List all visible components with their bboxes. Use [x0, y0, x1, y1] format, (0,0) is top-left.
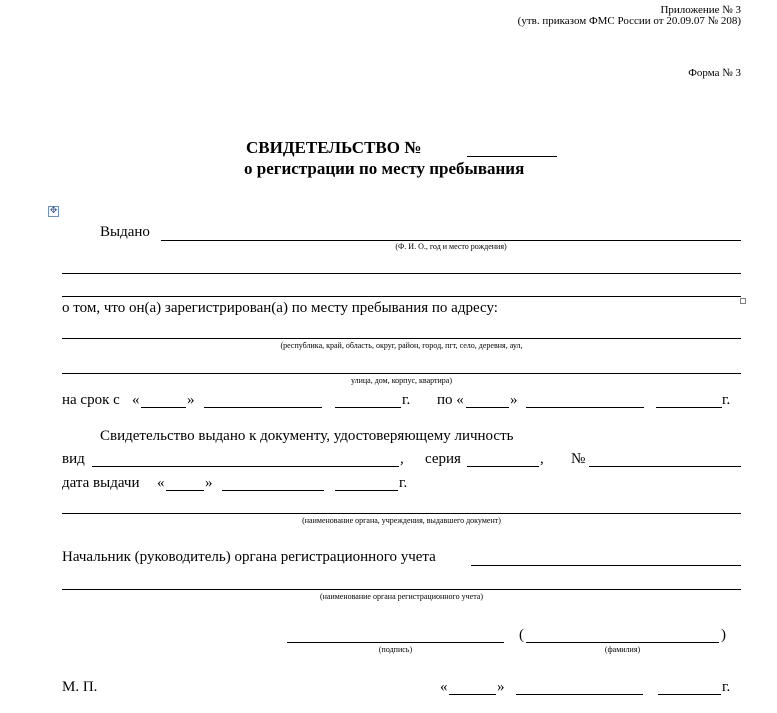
address-caption-1: (республика, край, область, округ, район, город, пгт, село, деревня, аул, [280, 341, 523, 350]
term-from-month-line [204, 407, 322, 408]
footer-date-year-line [658, 694, 721, 695]
document-type-line [92, 466, 399, 467]
document-type-comma: , [400, 451, 404, 467]
surname-paren-open: ( [519, 627, 524, 643]
appendix-number: Приложение № 3 [660, 4, 741, 16]
document-date-label: дата выдачи [62, 475, 140, 491]
document-intro: Свидетельство выдано к документу, удостоверяющему личность [100, 428, 514, 444]
document-number-label: № [571, 451, 586, 467]
issued-line-2 [62, 273, 741, 274]
document-issuer-line [62, 513, 741, 514]
registration-authority-caption: (наименование органа регистрационного учета) [319, 592, 484, 601]
document-date-year-line [335, 490, 398, 491]
term-from-day-line [141, 407, 186, 408]
term-to-day-line [466, 407, 509, 408]
signature-line [287, 642, 504, 643]
document-series-comma: , [540, 451, 544, 467]
table-move-icon[interactable]: ✥ [49, 206, 58, 216]
document-date-quote-open: « [157, 475, 165, 491]
surname-paren-close: ) [721, 627, 726, 643]
term-from-quote-open: « [132, 392, 140, 408]
term-to-quote-close: » [510, 392, 518, 408]
document-type-label: вид [62, 451, 85, 467]
document-series-label: серия [425, 451, 461, 467]
term-to-month-line [526, 407, 644, 408]
table-resize-handle[interactable] [740, 298, 746, 304]
footer-date-year-suffix: г. [722, 679, 731, 695]
surname-line [526, 642, 719, 643]
document-series-line [467, 466, 539, 467]
address-line-2 [62, 373, 741, 374]
address-line-1 [62, 338, 741, 339]
address-caption-2: улица, дом, корпус, квартира) [350, 376, 453, 385]
registration-authority-line [62, 589, 741, 590]
issued-name-line [161, 240, 741, 241]
certificate-title: СВИДЕТЕЛЬСТВО № [246, 138, 422, 157]
seal-place: М. П. [62, 679, 98, 695]
document-issuer-caption: (наименование органа, учреждения, выдавшего документ) [302, 516, 501, 525]
document-date-day-line [166, 490, 204, 491]
footer-date-quote-close: » [497, 679, 505, 695]
document-date-year-suffix: г. [399, 475, 408, 491]
registration-statement: о том, что он(а) зарегистрирован(а) по месту пребывания по адресу: [62, 300, 498, 316]
footer-date-month-line [516, 694, 643, 695]
issued-label: Выдано [100, 224, 150, 240]
term-to-year-suffix: г. [722, 392, 731, 408]
document-date-quote-close: » [205, 475, 213, 491]
head-label: Начальник (руководитель) органа регистрационного учета [62, 549, 436, 565]
issued-line-3 [62, 296, 741, 297]
footer-date-day-line [449, 694, 496, 695]
certificate-number-line [467, 156, 557, 157]
surname-caption: (фамилия) [604, 645, 641, 654]
term-label: на срок с [62, 392, 120, 408]
term-to-year-line [656, 407, 722, 408]
issued-caption: (Ф. И. О., год и место рождения) [395, 242, 507, 251]
term-from-year-line [335, 407, 401, 408]
document-date-month-line [222, 490, 324, 491]
term-from-quote-close: » [187, 392, 195, 408]
term-from-year-suffix: г. [402, 392, 411, 408]
signature-caption: (подпись) [378, 645, 413, 654]
head-name-line [471, 565, 741, 566]
form-number: Форма № 3 [688, 67, 741, 79]
certificate-subtitle: о регистрации по месту пребывания [244, 159, 525, 178]
footer-date-quote-open: « [440, 679, 448, 695]
term-to-label: по « [437, 392, 464, 408]
approval-note: (утв. приказом ФМС России от 20.09.07 № 208) [517, 15, 741, 27]
document-number-line [589, 466, 741, 467]
